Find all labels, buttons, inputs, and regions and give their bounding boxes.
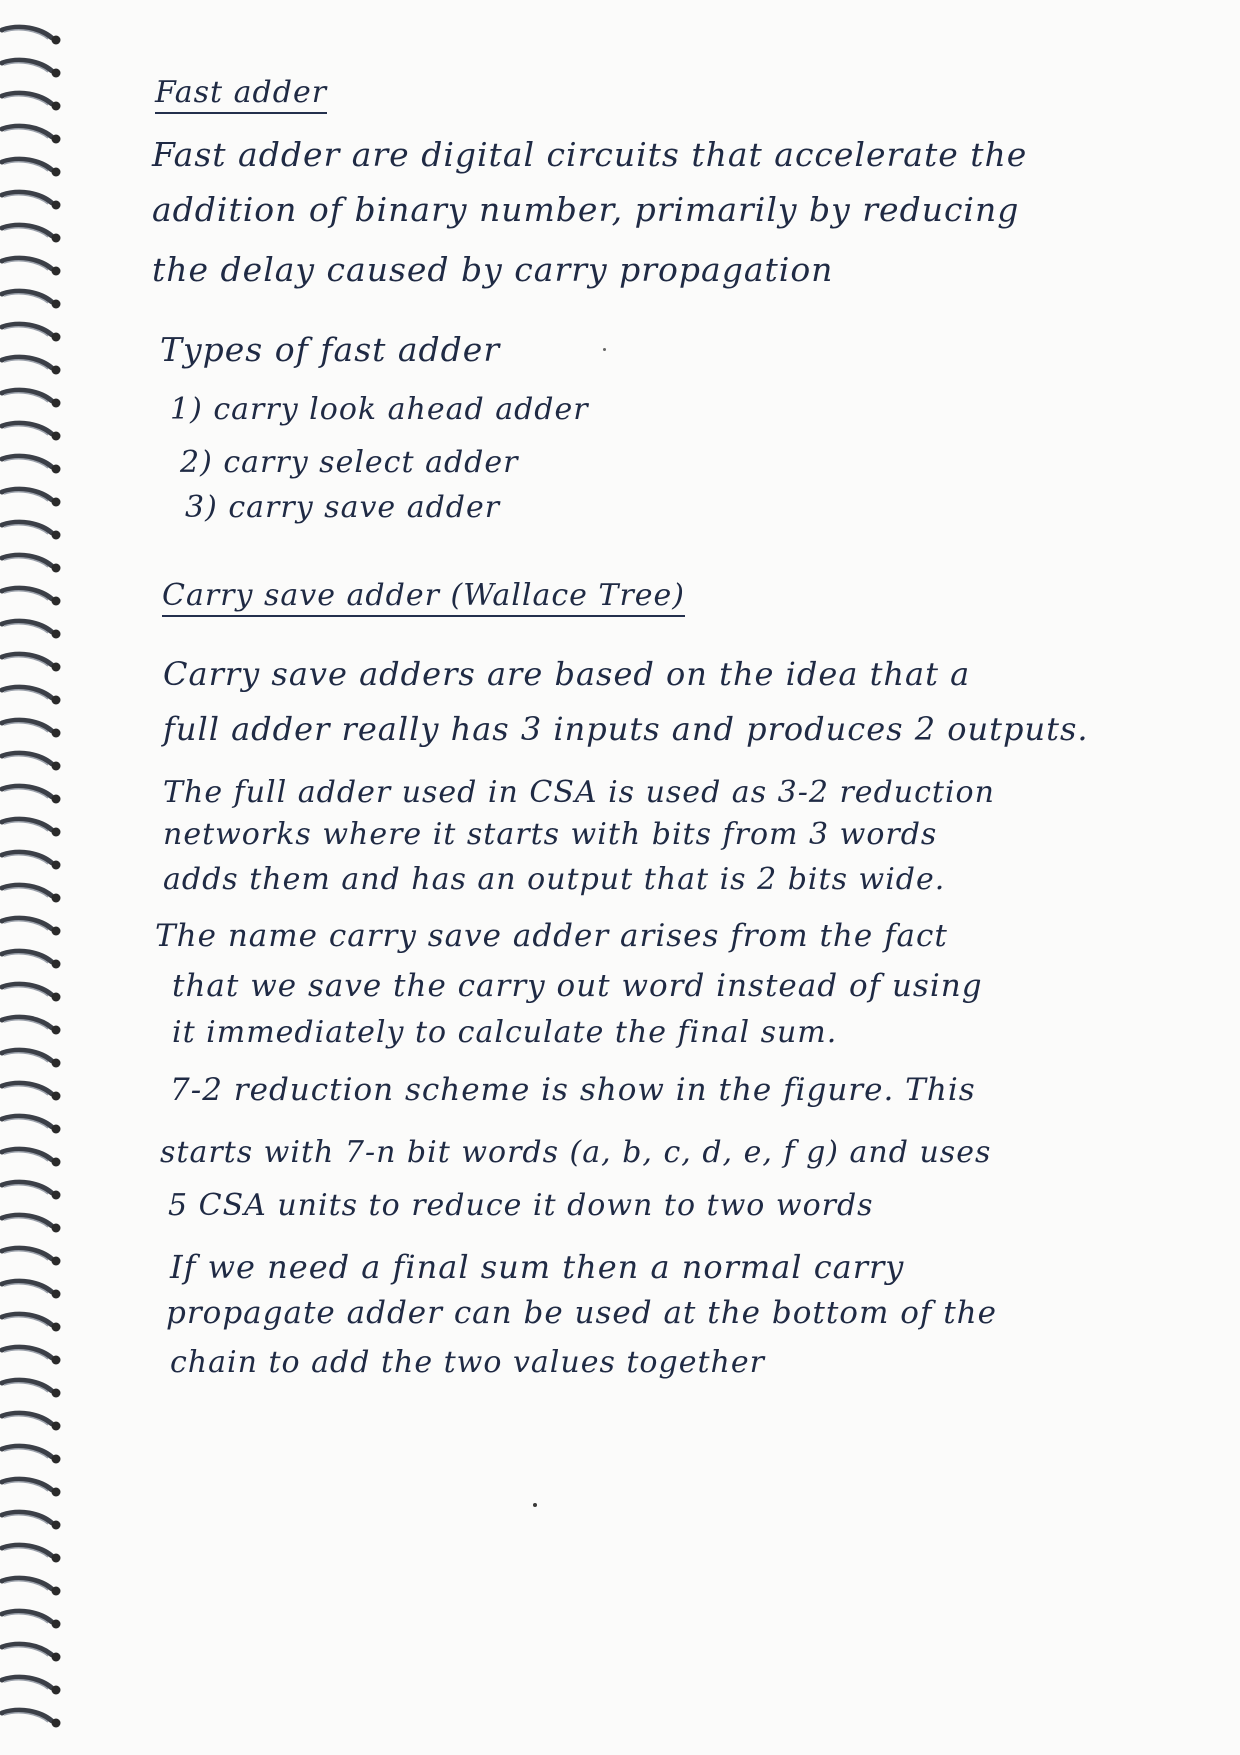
stray-dot (603, 348, 606, 351)
name-line-3: it immediately to calculate the final sum. (172, 1015, 838, 1050)
csa-line-3: The full adder used in CSA is used as 3-2 reduction (163, 775, 995, 810)
final-line-3: chain to add the two values together (170, 1345, 765, 1380)
intro-line-1: Fast adder are digital circuits that accelerate the (152, 135, 1028, 174)
intro-line-3: the delay caused by carry propagation (152, 250, 834, 289)
intro-line-2: addition of binary number, primarily by reducing (152, 190, 1020, 229)
name-line-2: that we save the carry out word instead of using (172, 968, 983, 1004)
csa-line-2: full adder really has 3 inputs and produces 2 outputs. (163, 710, 1089, 748)
page-title: Fast adder (155, 75, 327, 114)
reduction-line-1: 7-2 reduction scheme is show in the figure. This (170, 1072, 976, 1108)
types-item-3: 3) carry save adder (185, 490, 501, 525)
types-item-2: 2) carry select adder (180, 445, 519, 480)
reduction-line-2: starts with 7-n bit words (a, b, c, d, e, f g) and uses (160, 1135, 992, 1170)
csa-heading: Carry save adder (Wallace Tree) (162, 578, 685, 617)
types-item-1: 1) carry look ahead adder (170, 392, 589, 427)
types-heading: Types of fast adder (160, 330, 501, 369)
stray-dot (533, 1503, 537, 1507)
csa-line-4: networks where it starts with bits from 3 words (163, 817, 938, 852)
csa-line-1: Carry save adders are based on the idea that a (163, 655, 971, 693)
csa-line-5: adds them and has an output that is 2 bits wide. (163, 862, 946, 897)
final-line-1: If we need a final sum then a normal carry (170, 1248, 905, 1286)
reduction-line-3: 5 CSA units to reduce it down to two words (168, 1188, 874, 1223)
final-line-2: propagate adder can be used at the bottom of the (166, 1295, 997, 1331)
name-line-1: The name carry save adder arises from the fact (155, 918, 948, 954)
